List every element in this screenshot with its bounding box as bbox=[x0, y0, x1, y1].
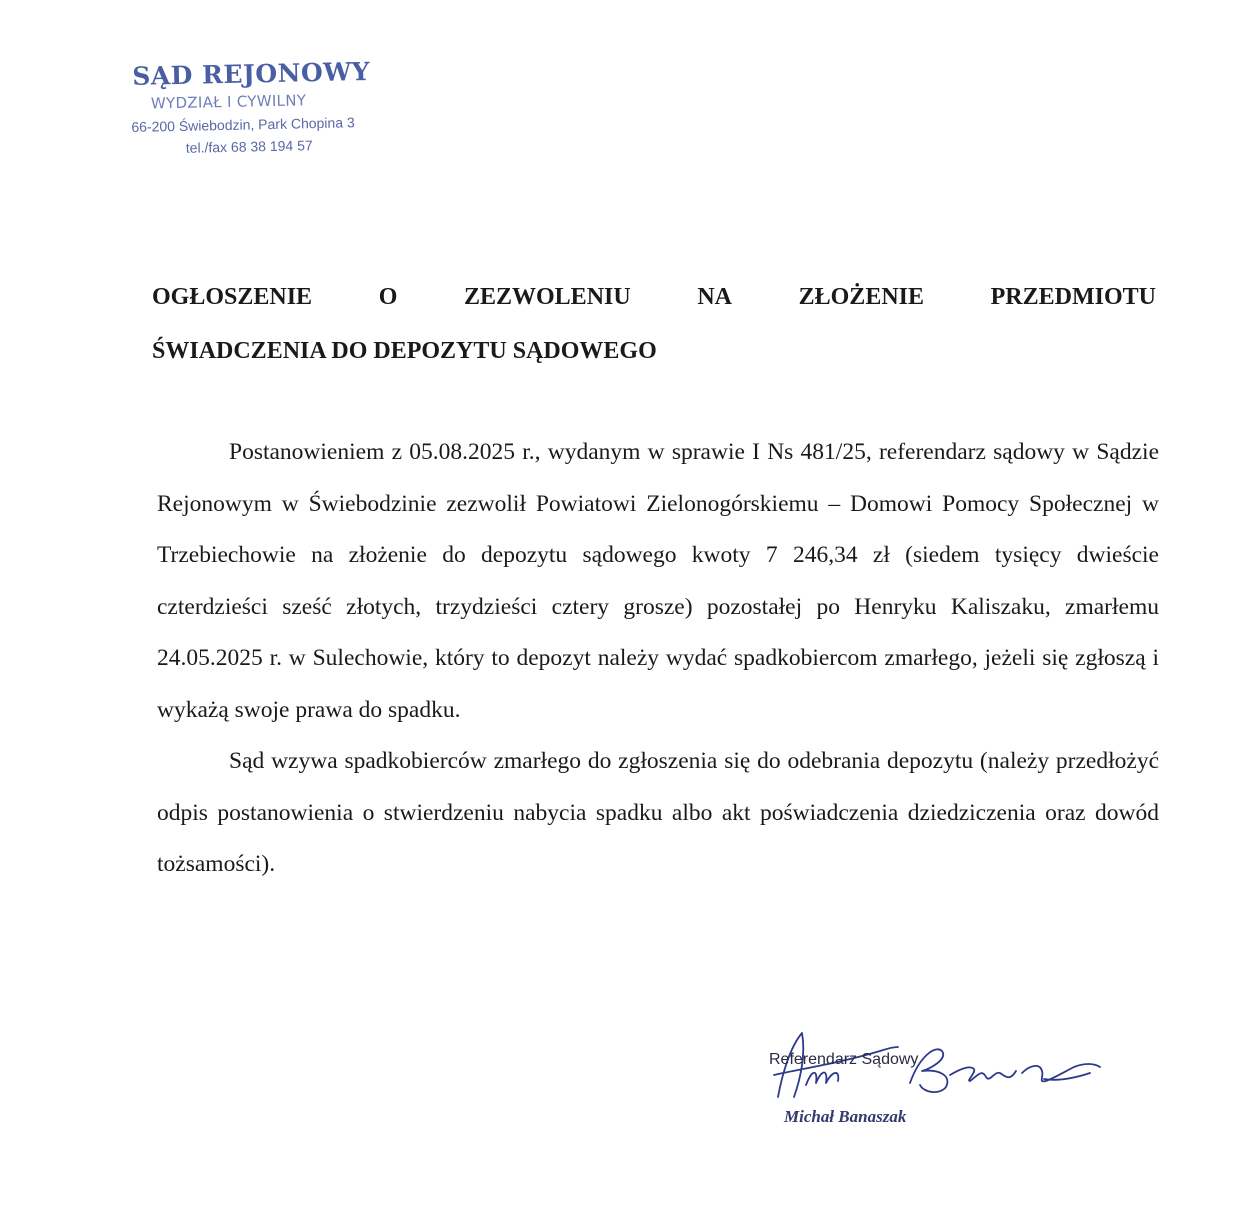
signature-caption: Referendarz Sądowy bbox=[769, 1051, 919, 1068]
handwritten-signature bbox=[760, 1025, 1110, 1115]
title-word: OGŁOSZENIE bbox=[152, 284, 313, 310]
title-word: O bbox=[378, 284, 398, 310]
court-stamp bbox=[128, 56, 400, 172]
signature-block bbox=[760, 1025, 1120, 1135]
title-word: NA bbox=[697, 284, 732, 310]
stamp-department: WYDZIAŁ I CYWILNY bbox=[150, 91, 307, 113]
title-line-1 bbox=[152, 282, 1156, 312]
stamp-phone: tel./fax 68 38 194 57 bbox=[185, 137, 313, 156]
stamp-address: 66-200 Świebodzin, Park Chopina 3 bbox=[131, 114, 355, 135]
signatory-name: Michał Banaszak bbox=[784, 1107, 907, 1126]
document-body bbox=[157, 427, 1159, 891]
document-title bbox=[152, 282, 1156, 366]
paragraph-decision: Postanowieniem z 05.08.2025 r., wydanym w sprawie I Ns 481/25, referendarz sądowy w Sądzie Rejonowym w Świebodzinie zezwolił Powiatowi Zielonogórskiemu – Domowi Pomocy Społecznej w Trzebiechowie na złożenie do depozytu sądowego kwoty 7 246,34 zł (siedem tysięcy dwieście czterdzieści sześć złotych, trzydzieści cztery grosze) pozostałej po Henryku Kaliszaku, zmarłemu 24.05.2025 r. w Sulechowie, który to depozyt należy wydać spadkobiercom zmarłego, jeżeli się zgłoszą i wykażą swoje prawa do spadku. bbox=[157, 439, 1159, 723]
paragraph-summons: Sąd wzywa spadkobierców zmarłego do zgłoszenia się do odebrania depozytu (należy przedłożyć odpis postanowienia o stwierdzeniu nabycia spadku albo akt poświadczenia dziedziczenia oraz dowód tożsamości). bbox=[157, 748, 1159, 877]
title-word: ZEZWOLENIU bbox=[463, 284, 631, 310]
title-line-2: ŚWIADCZENIA DO DEPOZYTU SĄDOWEGO bbox=[152, 338, 657, 364]
stamp-court-name: SĄD REJONOWY bbox=[131, 56, 371, 91]
title-word: PRZEDMIOTU bbox=[990, 284, 1156, 310]
title-word: ZŁOŻENIE bbox=[798, 284, 925, 310]
